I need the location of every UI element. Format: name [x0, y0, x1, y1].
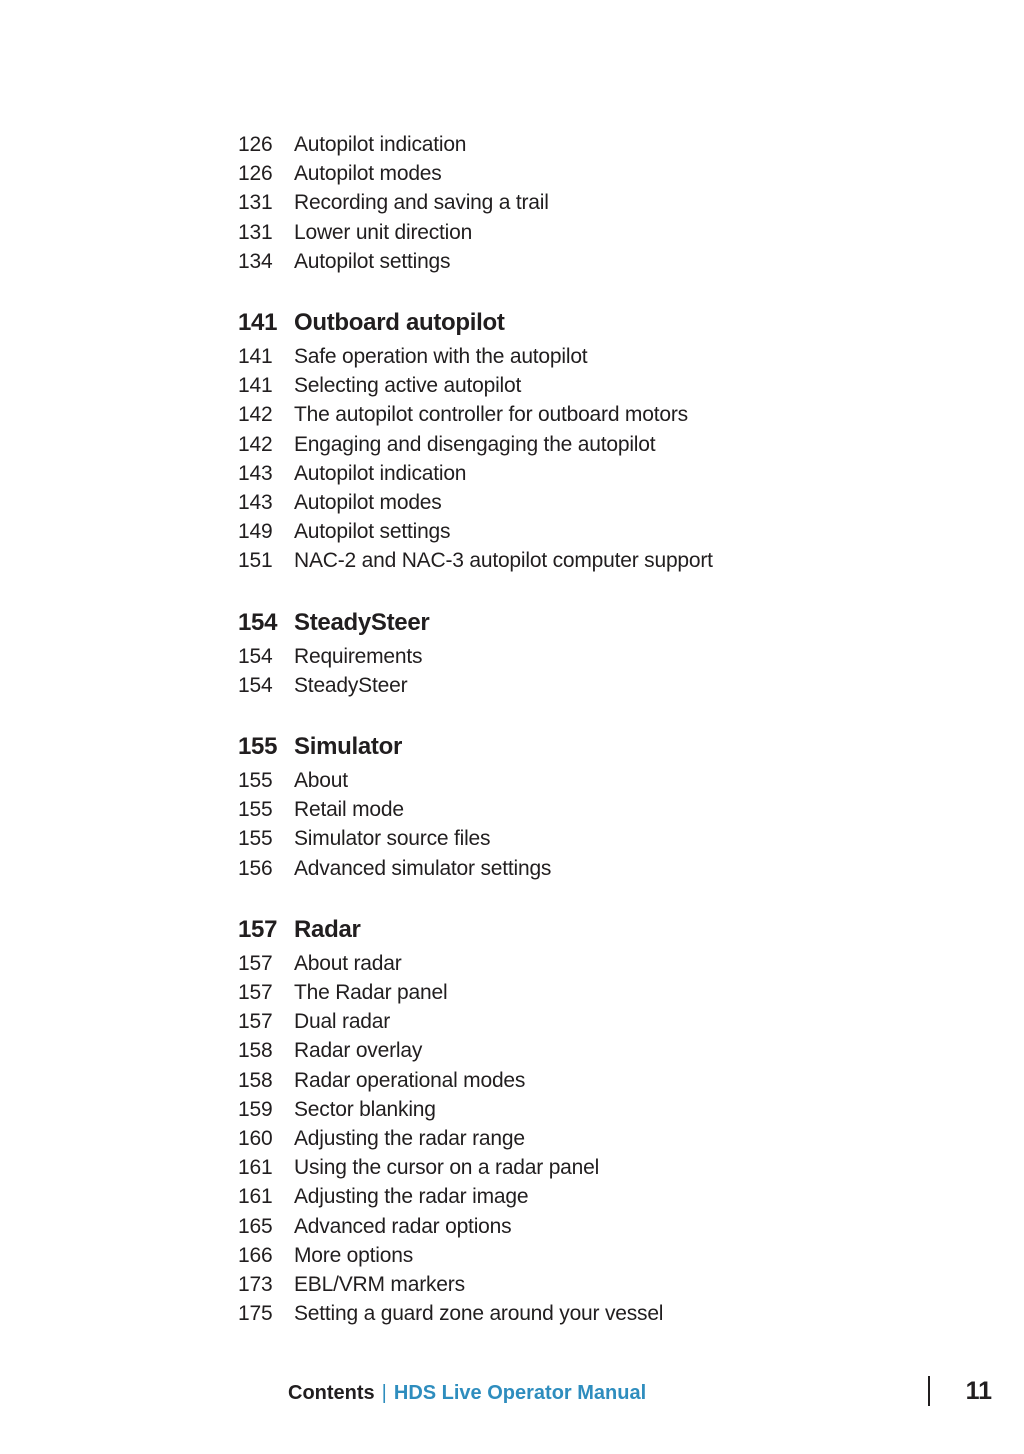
toc-entry-page-number: 155 — [238, 827, 273, 851]
toc-entry-title: Dual radar — [294, 1010, 391, 1034]
toc-entry — [238, 430, 713, 459]
toc-section — [238, 306, 713, 576]
toc-entry-title: More options — [294, 1243, 413, 1267]
toc-entry-title: NAC-2 and NAC-3 autopilot computer support — [294, 549, 713, 573]
toc-entry-page-number: 143 — [238, 491, 273, 515]
toc-entry — [238, 1241, 713, 1270]
toc-entry-title: Adjusting the radar range — [294, 1127, 525, 1151]
toc-entry-title: Advanced simulator settings — [294, 856, 552, 880]
toc-entry-page-number: 157 — [238, 1010, 273, 1034]
toc-entry-title: Autopilot settings — [294, 249, 451, 273]
toc-entry-page-number: 159 — [238, 1097, 273, 1121]
toc-entry-title: Adjusting the radar image — [294, 1185, 529, 1209]
toc-entry-page-number: 149 — [238, 520, 273, 544]
toc-entry — [238, 978, 713, 1007]
toc-entry-title: Retail mode — [294, 798, 404, 822]
toc-section — [238, 730, 713, 883]
toc-entry-page-number: 155 — [238, 798, 273, 822]
toc-entry-title: Using the cursor on a radar panel — [294, 1156, 600, 1180]
toc-entry-title: Simulator source files — [294, 827, 491, 851]
toc-entry — [238, 1299, 713, 1328]
toc-section — [238, 913, 713, 1329]
toc-entry — [238, 218, 713, 247]
toc-entry-title: Autopilot modes — [294, 491, 442, 515]
toc-entry-title: SteadySteer — [294, 673, 408, 697]
toc-entry-page-number: 157 — [238, 981, 273, 1005]
toc-entry-title: Radar operational modes — [294, 1068, 526, 1092]
toc-header-page-number: 154 — [238, 608, 278, 636]
toc-entry-page-number: 151 — [238, 549, 273, 573]
toc-entry-title: Autopilot indication — [294, 133, 467, 156]
toc-entry — [238, 1182, 713, 1211]
toc-entry-page-number: 131 — [238, 220, 273, 244]
toc-entry — [238, 1270, 713, 1299]
toc-entry-title: About — [294, 769, 348, 793]
toc-entry-page-number: 158 — [238, 1039, 273, 1063]
toc-entry-title: Recording and saving a trail — [294, 191, 549, 215]
toc-entry-title: Sector blanking — [294, 1097, 436, 1121]
toc-entry-title: Safe operation with the autopilot — [294, 345, 588, 369]
toc-entry-page-number: 154 — [238, 673, 273, 697]
toc-section-header — [238, 306, 713, 340]
toc-header-page-number: 155 — [238, 733, 278, 761]
toc-header-page-number: 157 — [238, 915, 278, 943]
toc-header-title: Simulator — [294, 733, 402, 761]
toc-entry-title: Requirements — [294, 644, 423, 668]
toc-section — [238, 606, 713, 700]
footer-page-number: 11 — [965, 1377, 992, 1405]
toc-entry — [238, 824, 713, 853]
toc-entry — [238, 1095, 713, 1124]
toc-entry-page-number: 165 — [238, 1214, 273, 1238]
table-of-contents — [238, 130, 713, 1329]
toc-entry — [238, 342, 713, 371]
footer-contents-label: Contents — [288, 1382, 375, 1404]
toc-entry-page-number: 141 — [238, 374, 273, 398]
toc-entry-page-number: 134 — [238, 249, 273, 273]
toc-entry — [238, 854, 713, 883]
toc-entry-page-number: 126 — [238, 133, 273, 156]
toc-entry-page-number: 173 — [238, 1273, 273, 1297]
toc-entry — [238, 949, 713, 978]
toc-entry-title: EBL/VRM markers — [294, 1273, 465, 1297]
toc-header-title: SteadySteer — [294, 608, 430, 636]
toc-entry-page-number: 143 — [238, 461, 273, 485]
toc-entry-title: Autopilot settings — [294, 520, 451, 544]
page-number-block — [928, 1376, 992, 1406]
toc-entry-title: Autopilot indication — [294, 461, 467, 485]
footer-separator: | — [381, 1382, 387, 1404]
toc-entry — [238, 1007, 713, 1036]
toc-entry-title: Radar overlay — [294, 1039, 423, 1063]
toc-entry-title: The autopilot controller for outboard motors — [294, 403, 688, 427]
toc-section-header — [238, 913, 713, 947]
toc-entry-page-number: 158 — [238, 1068, 273, 1092]
toc-entry-page-number: 156 — [238, 856, 273, 880]
toc-section-header — [238, 730, 713, 764]
toc-entry-page-number: 142 — [238, 403, 273, 427]
toc-entry — [238, 1036, 713, 1065]
toc-entry — [238, 130, 713, 159]
footer-page-divider — [928, 1376, 930, 1406]
toc-entry — [238, 459, 713, 488]
toc-header-title: Outboard autopilot — [294, 309, 505, 337]
toc-entry — [238, 1066, 713, 1095]
toc-entry-title: About radar — [294, 951, 402, 975]
toc-entry — [238, 517, 713, 546]
toc-entry-page-number: 142 — [238, 432, 273, 456]
toc-entry — [238, 546, 713, 575]
toc-entry — [238, 1124, 713, 1153]
toc-section — [238, 130, 713, 276]
toc-entry-page-number: 126 — [238, 162, 273, 186]
toc-entry — [238, 766, 713, 795]
toc-entry-page-number: 157 — [238, 951, 273, 975]
toc-entry — [238, 795, 713, 824]
toc-entry-title: Selecting active autopilot — [294, 374, 522, 398]
toc-entry — [238, 188, 713, 217]
page-footer — [288, 1380, 646, 1406]
toc-entry-page-number: 161 — [238, 1185, 273, 1209]
toc-entry — [238, 1212, 713, 1241]
toc-entry — [238, 671, 713, 700]
toc-entry-page-number: 155 — [238, 769, 273, 793]
toc-entry-page-number: 154 — [238, 644, 273, 668]
toc-entry — [238, 159, 713, 188]
toc-entry-page-number: 160 — [238, 1127, 273, 1151]
toc-header-title: Radar — [294, 915, 361, 943]
footer-manual-title: HDS Live Operator Manual — [393, 1382, 647, 1404]
toc-entry-title: Autopilot modes — [294, 162, 442, 186]
toc-entry-title: The Radar panel — [294, 981, 448, 1005]
toc-entry — [238, 488, 713, 517]
toc-entry — [238, 247, 713, 276]
toc-entry-page-number: 161 — [238, 1156, 273, 1180]
toc-entry-page-number: 131 — [238, 191, 273, 215]
toc-section-header — [238, 606, 713, 640]
toc-entry-page-number: 141 — [238, 345, 273, 369]
toc-entry-title: Advanced radar options — [294, 1214, 512, 1238]
toc-entry — [238, 642, 713, 671]
toc-entry — [238, 371, 713, 400]
toc-entry-title: Setting a guard zone around your vessel — [294, 1302, 664, 1326]
toc-entry — [238, 400, 713, 429]
toc-entry-page-number: 166 — [238, 1243, 273, 1267]
toc-entry-page-number: 175 — [238, 1302, 273, 1326]
toc-entry — [238, 1153, 713, 1182]
toc-entry-title: Lower unit direction — [294, 220, 473, 244]
toc-entry-title: Engaging and disengaging the autopilot — [294, 432, 656, 456]
toc-header-page-number: 141 — [238, 309, 278, 337]
